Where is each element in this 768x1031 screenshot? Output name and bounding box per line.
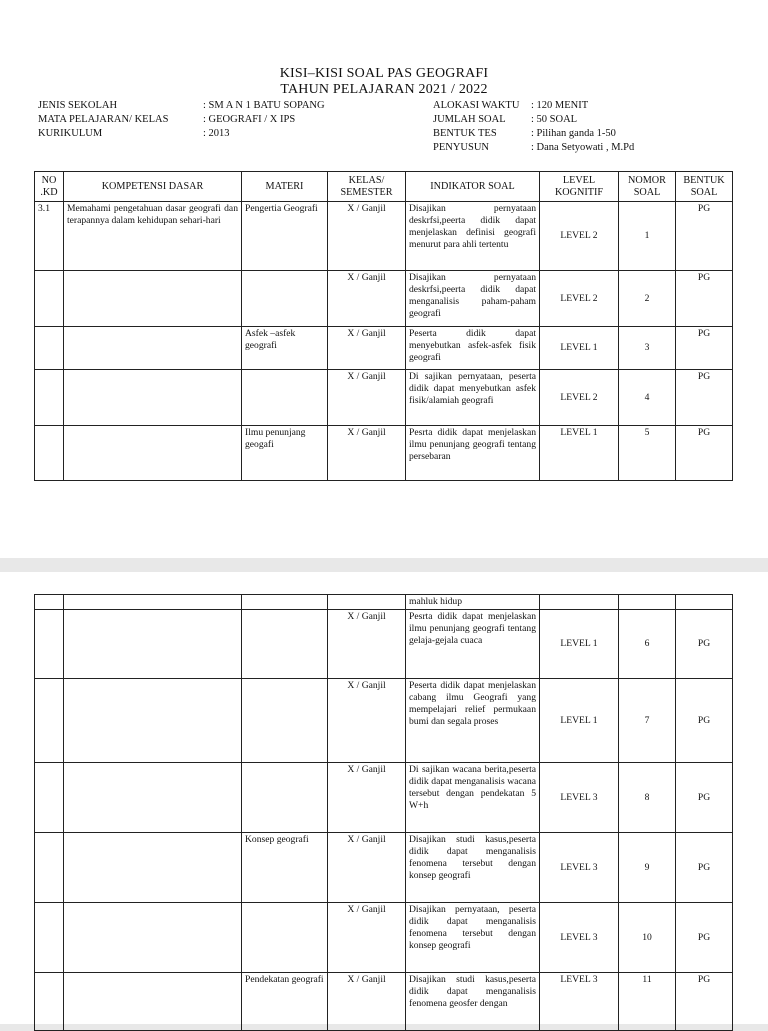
cell-indikator: Disajikan pernyataan, peserta didik dapat menganalisis fenomena tersebut dengan konsep geografi xyxy=(406,903,540,973)
meta-value: : Pilihan ganda 1-50 xyxy=(531,128,616,139)
meta-row-bentuk-tes xyxy=(433,127,634,141)
table-row xyxy=(35,327,733,370)
cell-indikator: Di sajikan wacana berita,peserta didik dapat menganalisis wacana tersebut dengan pendekatan 5 W+h xyxy=(406,763,540,833)
cell-kd xyxy=(35,271,64,327)
cell-materi: Asfek –asfek geografi xyxy=(242,327,328,370)
cell-indikator: Disajikan studi kasus,peserta didik dapat menganalisis fenomena tersebut dengan konsep geografi xyxy=(406,833,540,903)
meta-row-kurikulum xyxy=(38,127,325,141)
meta-row-mata-pelajaran xyxy=(38,113,325,127)
meta-label: JENIS SEKOLAH xyxy=(38,100,118,111)
cell-empty xyxy=(540,595,619,610)
header-bentuk-soal: BENTUK SOAL xyxy=(676,172,733,202)
cell-kompetensi xyxy=(64,903,242,973)
table-row xyxy=(35,610,733,679)
cell-kompetensi xyxy=(64,370,242,426)
table-row xyxy=(35,903,733,973)
cell-materi: Pengertia Geografi xyxy=(242,202,328,271)
cell-kd xyxy=(35,973,64,1031)
table-row xyxy=(35,973,733,1031)
cell-materi xyxy=(242,271,328,327)
cell-empty xyxy=(242,595,328,610)
cell-bentuk: PG xyxy=(676,271,733,327)
table-row xyxy=(35,679,733,763)
cell-nomor: 5 xyxy=(619,426,676,481)
meta-label: MATA PELAJARAN/ KELAS xyxy=(38,114,169,125)
table-header-row xyxy=(35,172,733,202)
meta-label: KURIKULUM xyxy=(38,128,103,139)
cell-indikator: Di sajikan pernyataan, peserta didik dapat menyebutkan asfek fisik/alamiah geografi xyxy=(406,370,540,426)
cell-materi xyxy=(242,679,328,763)
cell-materi: Ilmu penunjang geogafi xyxy=(242,426,328,481)
cell-level: LEVEL 3 xyxy=(540,903,619,973)
cell-indikator: Disajikan studi kasus,peserta didik dapat menganalisis fenomena geosfer dengan xyxy=(406,973,540,1031)
cell-materi: Konsep geografi xyxy=(242,833,328,903)
cell-indikator: Disajikan pernyataan deskrfsi,peerta didik dapat menganalisis paham-paham geografi xyxy=(406,271,540,327)
meta-left xyxy=(38,99,325,141)
cell-nomor: 10 xyxy=(619,903,676,973)
cell-nomor: 11 xyxy=(619,973,676,1031)
cell-kd xyxy=(35,610,64,679)
cell-level: LEVEL 1 xyxy=(540,426,619,481)
cell-bentuk: PG xyxy=(676,426,733,481)
meta-label: JUMLAH SOAL xyxy=(433,114,506,125)
cell-materi xyxy=(242,370,328,426)
cell-bentuk: PG xyxy=(676,370,733,426)
cell-kompetensi xyxy=(64,833,242,903)
cell-kelas: X / Ganjil xyxy=(328,610,406,679)
meta-label: PENYUSUN xyxy=(433,142,490,153)
table-row xyxy=(35,426,733,481)
meta-row-alokasi-waktu xyxy=(433,99,634,113)
cell-kompetensi xyxy=(64,610,242,679)
cell-kelas: X / Ganjil xyxy=(328,763,406,833)
meta-value: : GEOGRAFI / X IPS xyxy=(203,114,296,125)
cell-indikator: Peserta didik dapat menjelaskan cabang ilmu Geografi yang mempelajari relief permukaan bumi dan segala proses xyxy=(406,679,540,763)
cell-kd xyxy=(35,763,64,833)
cell-nomor: 8 xyxy=(619,763,676,833)
cell-materi xyxy=(242,610,328,679)
cell-nomor: 3 xyxy=(619,327,676,370)
cell-level: LEVEL 1 xyxy=(540,327,619,370)
cell-kelas: X / Ganjil xyxy=(328,271,406,327)
cell-kelas: X / Ganjil xyxy=(328,426,406,481)
cell-bentuk: PG xyxy=(676,327,733,370)
cell-kelas: X / Ganjil xyxy=(328,202,406,271)
cell-kompetensi xyxy=(64,271,242,327)
meta-row-jumlah-soal xyxy=(433,113,634,127)
cell-level: LEVEL 1 xyxy=(540,679,619,763)
cell-kompetensi: Memahami pengetahuan dasar geografi dan terapannya dalam kehidupan sehari-hari xyxy=(64,202,242,271)
cell-level: LEVEL 3 xyxy=(540,973,619,1031)
cell-bentuk: PG xyxy=(676,973,733,1031)
cell-materi: Pendekatan geografi xyxy=(242,973,328,1031)
meta-row-jenis-sekolah xyxy=(38,99,325,113)
cell-kelas: X / Ganjil xyxy=(328,833,406,903)
header-no-kd: NO .KD xyxy=(35,172,64,202)
cell-indikator: Peserta didik dapat menyebutkan asfek-asfek fisik geografi xyxy=(406,327,540,370)
cell-level: LEVEL 2 xyxy=(540,370,619,426)
cell-nomor: 6 xyxy=(619,610,676,679)
cell-bentuk: PG xyxy=(676,903,733,973)
cell-indikator: Pesrta didik dapat menjelaskan ilmu penunjang geografi tentang gelaja-gejala cuaca xyxy=(406,610,540,679)
document-subtitle: TAHUN PELAJARAN 2021 / 2022 xyxy=(280,82,488,97)
cell-kelas: X / Ganjil xyxy=(328,903,406,973)
cell-kelas: X / Ganjil xyxy=(328,370,406,426)
cell-empty xyxy=(328,595,406,610)
cell-nomor: 9 xyxy=(619,833,676,903)
cell-kd xyxy=(35,679,64,763)
meta-value: : 50 SOAL xyxy=(531,114,578,125)
cell-kompetensi xyxy=(64,327,242,370)
meta-value: : 2013 xyxy=(203,128,230,139)
meta-label: ALOKASI WAKTU xyxy=(433,100,520,111)
cell-indikator-continuation: mahluk hidup xyxy=(406,595,540,610)
cell-nomor: 4 xyxy=(619,370,676,426)
cell-materi xyxy=(242,903,328,973)
header-kelas-semester: KELAS/ SEMESTER xyxy=(328,172,406,202)
cell-kompetensi xyxy=(64,973,242,1031)
meta-value: : Dana Setyowati , M.Pd xyxy=(531,142,635,153)
cell-kd: 3.1 xyxy=(35,202,64,271)
cell-materi xyxy=(242,763,328,833)
cell-bentuk: PG xyxy=(676,679,733,763)
cell-nomor: 2 xyxy=(619,271,676,327)
table-row-continuation xyxy=(35,595,733,610)
document-title: KISI–KISI SOAL PAS GEOGRAFI xyxy=(279,66,489,81)
cell-kd xyxy=(35,370,64,426)
table-row xyxy=(35,271,733,327)
header-level-kognitif: LEVEL KOGNITIF xyxy=(540,172,619,202)
meta-value: : SM A N 1 BATU SOPANG xyxy=(203,100,325,111)
cell-empty xyxy=(619,595,676,610)
table-row xyxy=(35,202,733,271)
cell-level: LEVEL 1 xyxy=(540,610,619,679)
meta-right xyxy=(433,99,634,155)
table-row xyxy=(35,370,733,426)
cell-level: LEVEL 3 xyxy=(540,833,619,903)
cell-bentuk: PG xyxy=(676,202,733,271)
cell-kelas: X / Ganjil xyxy=(328,679,406,763)
header-indikator-soal: INDIKATOR SOAL xyxy=(406,172,540,202)
cell-empty xyxy=(35,595,64,610)
cell-kd xyxy=(35,903,64,973)
cell-kd xyxy=(35,426,64,481)
cell-level: LEVEL 3 xyxy=(540,763,619,833)
cell-empty xyxy=(676,595,733,610)
cell-indikator: Pesrta didik dapat menjelaskan ilmu penunjang geografi tentang persebaran xyxy=(406,426,540,481)
cell-kd xyxy=(35,327,64,370)
meta-value: : 120 MENIT xyxy=(531,100,589,111)
kisi-kisi-table xyxy=(34,171,733,481)
cell-kelas: X / Ganjil xyxy=(328,973,406,1031)
cell-bentuk: PG xyxy=(676,763,733,833)
header-materi: MATERI xyxy=(242,172,328,202)
cell-kompetensi xyxy=(64,679,242,763)
header-kompetensi-dasar: KOMPETENSI DASAR xyxy=(64,172,242,202)
header-nomor-soal: NOMOR SOAL xyxy=(619,172,676,202)
cell-bentuk: PG xyxy=(676,833,733,903)
table-row xyxy=(35,833,733,903)
cell-kompetensi xyxy=(64,763,242,833)
cell-kd xyxy=(35,833,64,903)
meta-label: BENTUK TES xyxy=(433,128,497,139)
cell-indikator: Disajikan pernyataan deskrfsi,peerta didik dapat menjelaskan definisi geografi menurut para ahli tertentu xyxy=(406,202,540,271)
cell-kompetensi xyxy=(64,426,242,481)
meta-row-penyusun xyxy=(433,141,634,155)
cell-empty xyxy=(64,595,242,610)
cell-kelas: X / Ganjil xyxy=(328,327,406,370)
cell-nomor: 7 xyxy=(619,679,676,763)
cell-level: LEVEL 2 xyxy=(540,271,619,327)
cell-bentuk: PG xyxy=(676,610,733,679)
kisi-kisi-table-continued xyxy=(34,594,733,1031)
cell-level: LEVEL 2 xyxy=(540,202,619,271)
table-row xyxy=(35,763,733,833)
cell-nomor: 1 xyxy=(619,202,676,271)
